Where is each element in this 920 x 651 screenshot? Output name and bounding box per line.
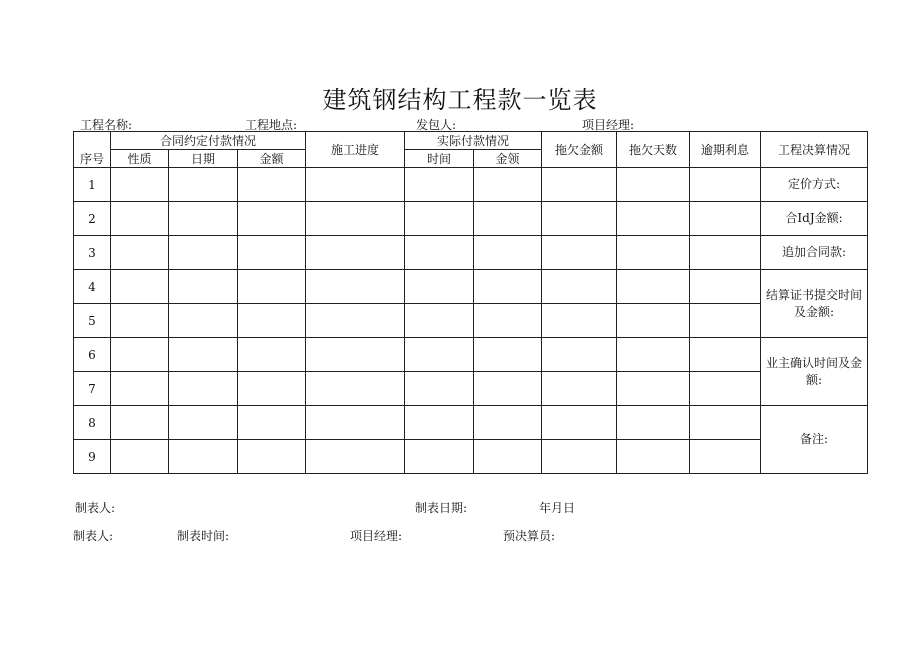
row-number: 6 [74, 338, 111, 372]
contract-amount-note: 合IdJ金额: [761, 202, 868, 236]
time-header: 时间 [405, 150, 474, 168]
overdue-interest-header: 逾期利息 [690, 132, 761, 168]
footer-ymd-label: 年月日 [539, 501, 576, 515]
document-title: 建筑钢结构工程款一览表 [322, 86, 598, 114]
settlement-certificate-note: 结算证书提交时间及金额: [761, 270, 868, 338]
row-number: 8 [74, 406, 111, 440]
overdue-amount-header: 拖欠金额 [542, 132, 617, 168]
row-number: 4 [74, 270, 111, 304]
contract-payment-header: 合同约定付款情况 [111, 132, 306, 150]
footer-date-label: 制表日期: [415, 501, 468, 515]
footer-manager-label: 项目经理: [350, 529, 403, 543]
actual-payment-header: 实际付款情况 [405, 132, 542, 150]
contractor-label: 发包人: [416, 118, 457, 132]
amount-header: 金额 [238, 150, 306, 168]
settlement-header: 工程决算情况 [761, 132, 868, 168]
additional-payment-note: 追加合同款: [761, 236, 868, 270]
project-manager-label: 项目经理: [582, 118, 635, 132]
footer-maker-label-2: 制表人: [73, 529, 114, 543]
date-header: 日期 [169, 150, 238, 168]
footer-maker-label: 制表人: [75, 501, 116, 515]
nature-header: 性质 [111, 150, 169, 168]
received-header: 金领 [474, 150, 542, 168]
overdue-days-header: 拖欠天数 [617, 132, 690, 168]
row-number: 3 [74, 236, 111, 270]
footer-time-label: 制表时间: [177, 529, 230, 543]
row-number: 2 [74, 202, 111, 236]
payment-table [73, 131, 868, 474]
row-number: 5 [74, 304, 111, 338]
row-number: 9 [74, 440, 111, 474]
progress-header: 施工进度 [306, 132, 405, 168]
owner-confirmation-note: 业主确认时间及金额: [761, 338, 868, 406]
project-name-label: 工程名称: [80, 118, 133, 132]
footer-budget-label: 预决算员: [503, 529, 556, 543]
pricing-method-note: 定价方式: [761, 168, 868, 202]
project-location-label: 工程地点: [245, 118, 298, 132]
seq-header: 序号 [74, 132, 111, 168]
row-number: 1 [74, 168, 111, 202]
remarks-note: 备注: [761, 406, 868, 474]
row-number: 7 [74, 372, 111, 406]
